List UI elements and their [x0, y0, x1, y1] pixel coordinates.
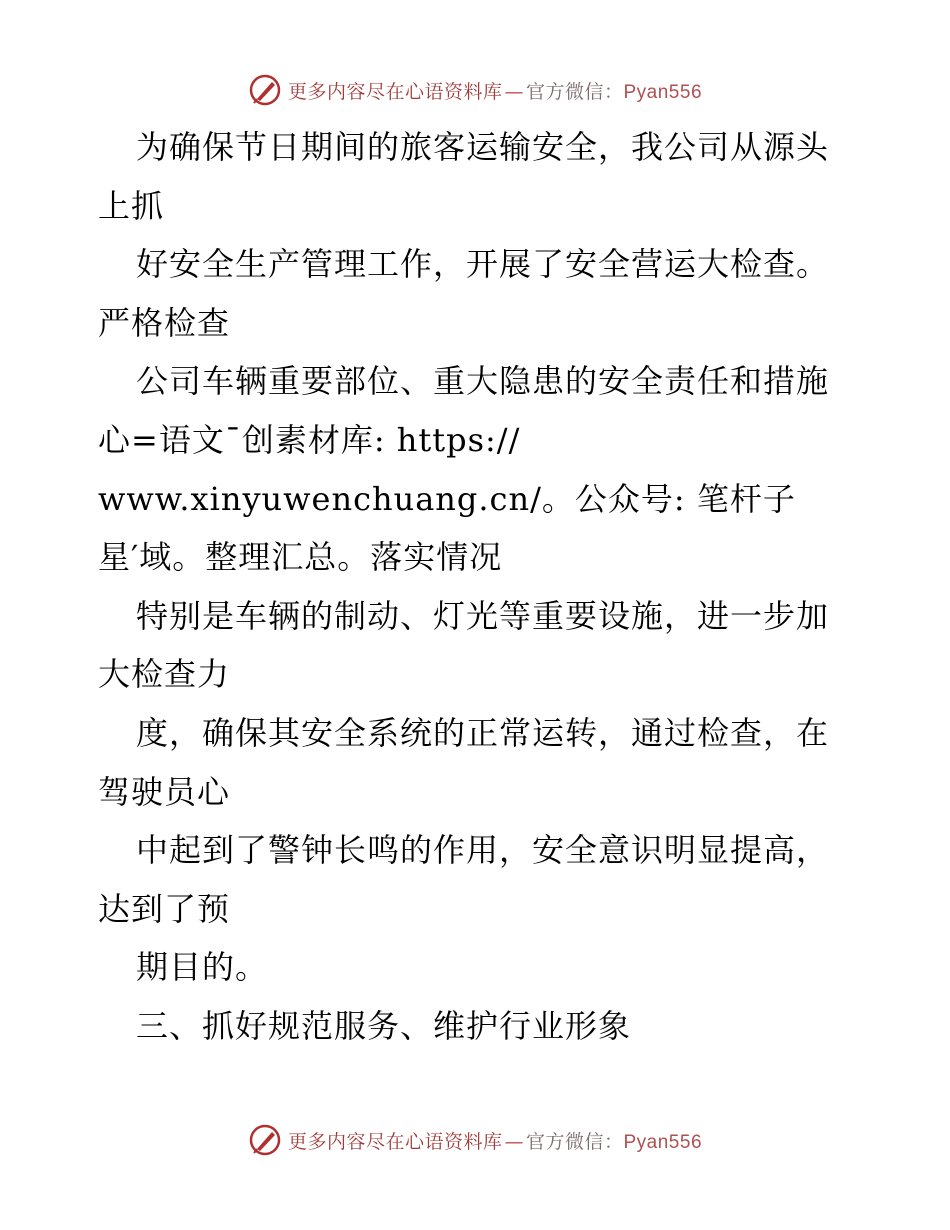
banner-title: 更多内容尽在心语资料库 [287, 80, 503, 103]
banner-wechat-label: 官方微信： [525, 80, 624, 103]
body-line: 星′域。整理汇总。落实情况 [98, 538, 503, 577]
banner-dash: — [504, 1130, 524, 1153]
body-line: 公司车辆重要部位、重大隐患的安全责任和措施 [136, 362, 830, 401]
header-banner [0, 70, 950, 110]
body-line: 好安全生产管理工作，开展了安全营运大检查。 [136, 245, 830, 284]
banner-wechat-label: 官方微信： [525, 1130, 624, 1153]
body-line: 为确保节日期间的旅客运输安全，我公司从源头 [136, 128, 830, 166]
body-line: www.xinyuwenchuang.cn/。公众号: 笔杆子 [98, 479, 796, 518]
body-line: 驾驶员心 [98, 772, 231, 811]
body-line: 心=语文¯创素材库: https:// [98, 420, 521, 459]
body-line: 中起到了警钟长鸣的作用，安全意识明显提高， [136, 831, 830, 870]
body-line: 上抓 [98, 186, 165, 225]
document-body [98, 118, 888, 1056]
body-line: 度，确保其安全系统的正常运转，通过检查，在 [136, 713, 830, 752]
quill-pen-logo-icon [248, 73, 282, 107]
footer-banner [0, 1120, 950, 1160]
body-line: 大检查力 [98, 655, 231, 694]
body-line: 特别是车辆的制动、灯光等重要设施，进一步加 [136, 596, 830, 635]
body-line: 期目的。 [136, 948, 269, 987]
body-line: 达到了预 [98, 889, 231, 928]
section-heading: 三、抓好规范服务、维护行业形象 [136, 1006, 632, 1045]
banner-title: 更多内容尽在心语资料库 [287, 1130, 503, 1153]
banner-dash: — [504, 80, 524, 103]
quill-pen-logo-icon [248, 1123, 282, 1157]
banner-wechat-id: Pyan556 [623, 1131, 703, 1153]
body-line: 严格检查 [98, 303, 231, 342]
banner-wechat-id: Pyan556 [623, 81, 703, 103]
